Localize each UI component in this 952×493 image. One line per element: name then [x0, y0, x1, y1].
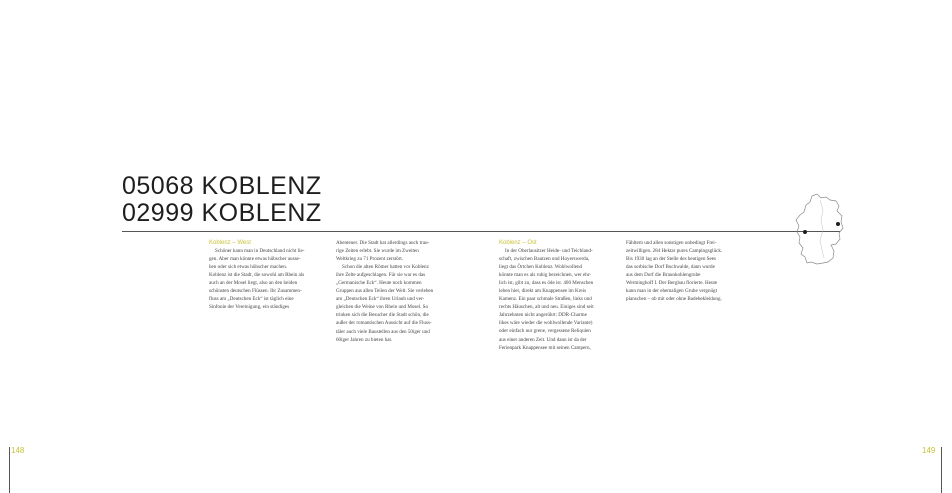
ost-line: rechts Häuschen, alt und neu. Einiges sind seit — [499, 304, 594, 311]
west-line: Sinfonie der Vereinigung, ein ständiges — [209, 304, 290, 311]
ost-line: In der Oberlausitzer Heide- und Teichland- — [505, 248, 593, 254]
west-cont-line: Gruppen aus allen Teilen der Welt. Sie verleben — [336, 288, 434, 295]
ost-line: aus einer anderen Zeit. Und dann ist da der — [499, 336, 587, 343]
ost-line: likes wäre wieder die wohlwollende Variante) — [499, 320, 593, 327]
west-line: schönsten deutschen Flüssen. Ihr Zusammen- — [209, 288, 302, 295]
ost-cont-line: aus dem Dorf die Braunkohlengrube — [626, 272, 701, 279]
west-cont-line: „Germanische Eck“. Heute noch kommen — [336, 280, 422, 287]
ost-line: liegt das Örtchen Koblenz. Wohlwollend — [499, 264, 583, 271]
west-line: auch an der Mosel liegt, also an den beiden — [209, 280, 298, 287]
ost-line: leben hier, direkt am Knappensee im Kreis — [499, 288, 587, 295]
west-cont-line: am „Deutschen Eck“ ihren Urlaub und ver- — [336, 296, 425, 303]
west-heading: Koblenz – West — [209, 240, 251, 246]
koblenz-west-dot — [803, 230, 807, 234]
page-title — [122, 173, 322, 227]
ost-cont-line: Bis 1930 lag an der Stelle des heutigen Sees — [626, 256, 716, 263]
west-line: Koblenz ist die Stadt, die sowohl am Rhein als — [209, 272, 305, 279]
title-line-ost: 02999 KOBLENZ — [122, 199, 322, 227]
west-cont-line: Abenteuer. Die Stadt hat allerdings auch trau- — [336, 240, 430, 246]
ost-line: lich ist, gibt zu, dass es öde ist. 400 Menschen — [499, 280, 594, 287]
koblenz-ost-dot — [836, 222, 840, 226]
germany-map — [790, 192, 846, 272]
west-line: gen. Aber man könnte etwas hübscher ausse- — [209, 256, 301, 263]
title-line-west: 05068 KOBLENZ — [122, 172, 322, 200]
column-west-continued — [336, 239, 452, 344]
title-rule — [122, 231, 840, 232]
ost-cont-line: Werminghoff I. Der Bergbau florierte. Heute — [626, 280, 718, 287]
west-line: fluss am „Deutschen Eck“ ist täglich eine — [209, 296, 294, 303]
ost-heading: Koblenz – Ost — [499, 240, 537, 246]
ost-line: schaft, zwischen Bautzen und Hoyerswerda, — [499, 256, 590, 263]
ost-cont-line: zeitwilligen. 284 Hektar pures Campingsglück. — [626, 248, 723, 255]
left-page-rule — [9, 447, 10, 493]
west-cont-line: ihre Zelte aufgeschlagen. Für sie war es das — [336, 272, 426, 279]
west-cont-line: rige Zeiten erlebt. Sie wurde im Zweiten — [336, 248, 419, 255]
ost-line: Kamenz. Ein paar schmale Straßen, links und — [499, 296, 592, 303]
ost-cont-line: planschen – ob mit oder ohne Badebekleidung. — [626, 296, 722, 303]
ost-line: oder einfach nur grene, vergessene Reliquien — [499, 328, 591, 335]
west-line: Schöner kann man in Deutschland nicht lie- — [215, 248, 305, 254]
west-cont-line: Schon die alten Römer hatten vor Koblenz — [342, 264, 429, 271]
page-number-right: 149 — [922, 446, 936, 455]
former-border-line — [820, 200, 824, 258]
west-cont-line: gleichen die Weine von Rhein und Mosel. So — [336, 304, 429, 311]
right-page-rule — [941, 447, 942, 493]
column-ost — [499, 239, 615, 352]
ost-line: Jahrzehnten nicht angerührt: DDR-Charme — [499, 312, 587, 319]
ost-cont-line: das sorbische Dorf Buchwalde, dann wurde — [626, 264, 715, 271]
ost-cont-line: Fähltern und allen sonstigen unbedingt Frei- — [626, 240, 717, 246]
column-ost-continued — [626, 239, 742, 303]
west-cont-line: außer der romantischen Aussicht auf die Fluss- — [336, 320, 432, 327]
column-west — [209, 239, 325, 311]
germany-outline — [796, 194, 843, 264]
ost-cont-line: kann man in der ehemaligen Grube vergnügt — [626, 288, 717, 295]
ost-line: Ferienpark Knappensee mit seinen Campern, — [499, 344, 591, 351]
page-number-left: 148 — [11, 446, 25, 455]
west-cont-line: trinken sich die Besucher die Stadt schön, die — [336, 312, 429, 319]
west-cont-line: täler auch viele Baustellen aus den 50iger und — [336, 328, 430, 335]
west-line: hen oder sich etwas hübscher machen. — [209, 264, 288, 271]
ost-line: könnte man es als ruhig bezeichnen, wer ehr- — [499, 272, 592, 279]
west-cont-line: Weltkrieg zu 71 Prozent zerstört. — [336, 256, 404, 263]
west-cont-line: 60iger Jahren zu bieten hat. — [336, 336, 393, 343]
